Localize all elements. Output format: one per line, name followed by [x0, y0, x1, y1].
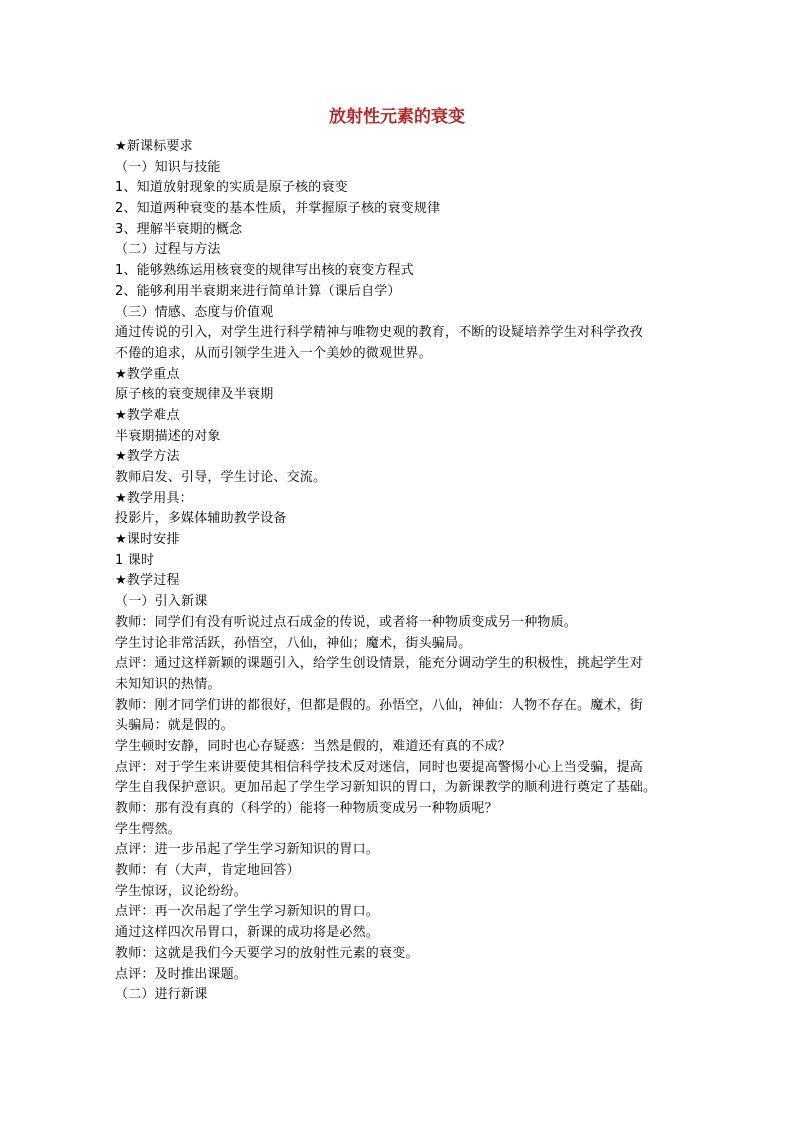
text-line: 学生顿时安静，同时也心存疑惑：当然是假的，难道还有真的不成？: [115, 738, 512, 754]
text-line: 2、能够利用半衰期来进行简单计算（课后自学）: [115, 283, 401, 299]
text-line: ★新课标要求: [115, 139, 193, 154]
text-line: 学生讨论非常活跃，孙悟空，八仙，神仙；魔术，街头骗局。: [115, 635, 472, 651]
text-line: 2、知道两种衰变的基本性质，并掌握原子核的衰变规律: [115, 201, 441, 217]
text-line: 1、知道放射现象的实质是原子核的衰变: [115, 180, 348, 196]
text-line: 学生自我保护意识。更加吊起了学生学习新知识的胃口，为新课教学的顺利进行奠定了基础。: [115, 780, 657, 796]
text-line: 学生愕然。: [115, 821, 182, 837]
text-line: 点评：通过这样新颖的课题引入，给学生创设情景，能充分调动学生的积极性，挑起学生对: [115, 656, 644, 672]
text-line: 半衰期描述的对象: [115, 428, 221, 444]
text-line: 不倦的追求，从而引领学生进入一个美妙的微观世界。: [115, 345, 432, 361]
text-line: ★教学用具：: [115, 490, 193, 506]
text-line: （一）引入新课: [115, 594, 208, 610]
text-line: 教师：有（大声，肯定地回答）: [115, 863, 300, 879]
text-line: 教师：刚才同学们讲的都很好，但都是假的。孙悟空，八仙，神仙：人物不存在。魔术，街: [115, 697, 644, 713]
text-line: 通过这样四次吊胃口，新课的成功将是必然。: [115, 925, 380, 941]
text-line: 点评：对于学生来讲要使其相信科学技术反对迷信，同时也要提高警惕小心上当受骗，提高: [115, 759, 644, 775]
text-line: ★教学难点: [115, 407, 180, 423]
text-line: 教师启发、引导，学生讨论、交流。: [115, 470, 327, 485]
text-line: 教师：这就是我们今天要学习的放射性元素的衰变。: [115, 945, 419, 961]
text-line: ★课时安排: [115, 532, 180, 548]
text-line: 投影片，多媒体辅助教学设备: [115, 511, 287, 527]
text-line: ★教学过程: [115, 573, 180, 589]
text-line: ★教学方法: [115, 449, 180, 465]
text-line: 教师：同学们有没有听说过点石成金的传说，或者将一种物质变成另一种物质。: [115, 614, 578, 630]
text-line: （二）过程与方法: [115, 242, 221, 258]
text-line: 头骗局：就是假的。: [115, 718, 234, 734]
text-line: ★教学重点: [115, 366, 180, 382]
document-title: 放射性元素的衰变: [329, 107, 465, 127]
text-line: （一）知识与技能: [115, 159, 221, 175]
text-line: 1 课时: [115, 552, 155, 568]
text-line: （二）进行新课: [115, 987, 208, 1003]
text-line: 点评：及时推出课题。: [115, 966, 248, 982]
text-line: 通过传说的引入，对学生进行科学精神与唯物史观的教育，不断的设疑培养学生对科学孜孜: [115, 325, 644, 341]
text-line: 1、能够熟练运用核衰变的规律写出核的衰变方程式: [115, 263, 414, 279]
text-line: 未知知识的热情。: [115, 676, 221, 692]
text-line: 点评：再一次吊起了学生学习新知识的胃口。: [115, 904, 380, 920]
document-body: [115, 137, 687, 1006]
text-line: （三）情感、态度与价值观: [115, 304, 274, 320]
text-line: 3、理解半衰期的概念: [115, 221, 243, 237]
text-line: 原子核的衰变规律及半衰期: [115, 387, 274, 403]
text-line: 教师：那有没有真的（科学的）能将一种物质变成另一种物质呢？: [115, 801, 498, 816]
text-line: 学生惊讶，议论纷纷。: [115, 883, 248, 899]
text-line: 点评：进一步吊起了学生学习新知识的胃口。: [115, 842, 380, 858]
